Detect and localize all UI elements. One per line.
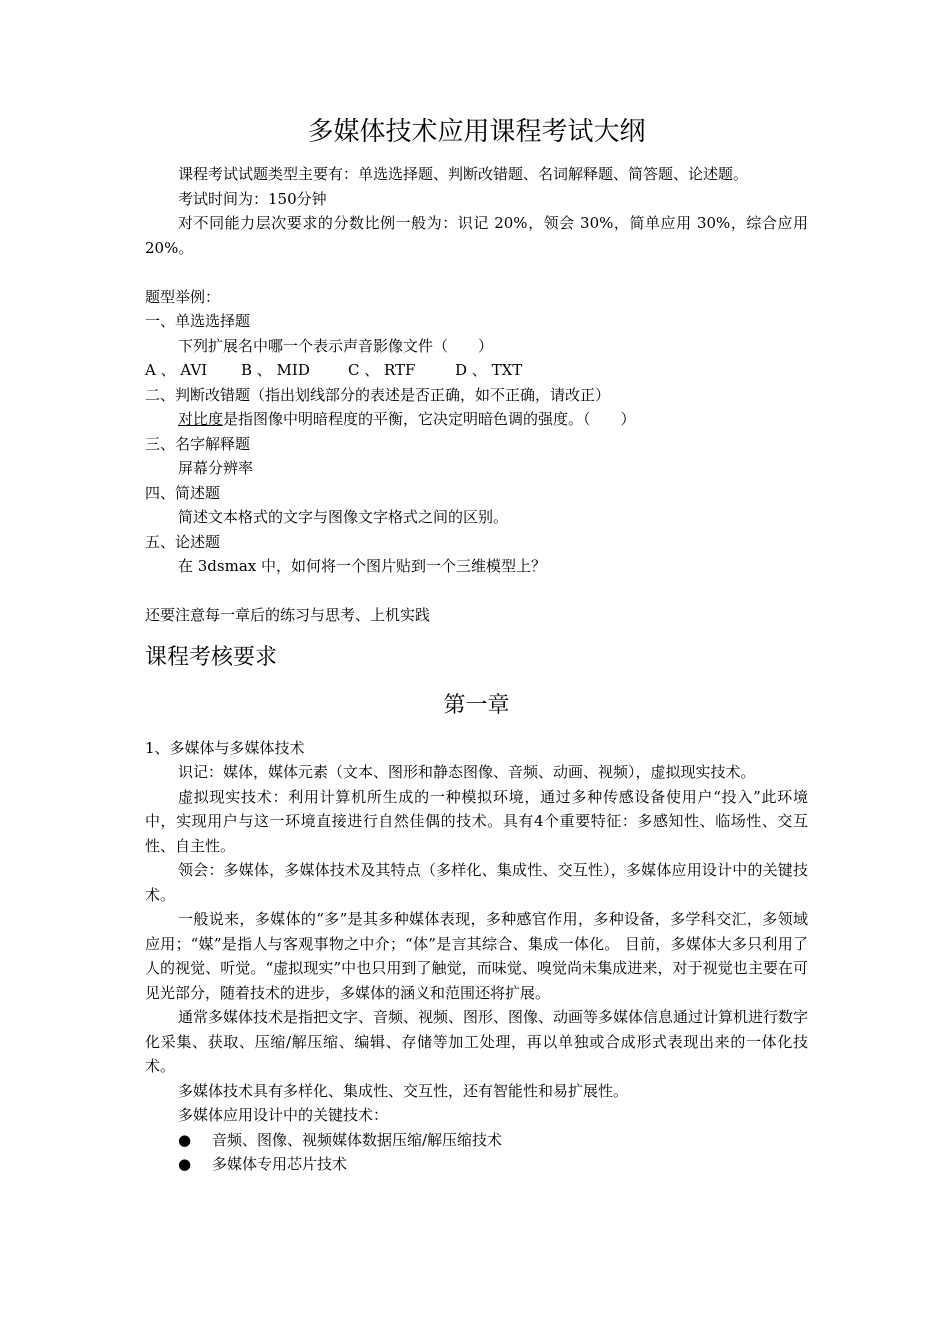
spacer — [145, 260, 808, 285]
paragraph: 虚拟现实技术：利用计算机所生成的一种模拟环境，通过多种传感设备使用户“投入”此环境中，实现用户与这一环境直接进行自然佳偶的技术。具有4个重要特征：多感知性、临场性、交互性、自主性。 — [145, 787, 808, 855]
practice-note: 还要注意每一章后的练习与思考、上机实践 — [145, 606, 431, 624]
q4-text: 简述文本格式的文字与图像文字格式之间的区别。 — [178, 508, 509, 526]
list-item — [145, 1128, 808, 1153]
q3-text: 屏幕分辨率 — [178, 459, 254, 477]
q5-text: 在 3dsmax 中，如何将一个图片贴到一个三维模型上？ — [178, 557, 547, 575]
q2-underlined-term: 对比度 — [178, 410, 224, 428]
document-title: 多媒体技术应用课程考试大纲 — [307, 117, 646, 147]
q5-title: 五、论述题 — [145, 532, 221, 551]
q3-title: 三、名字解释题 — [145, 434, 251, 453]
chapter-section-1-title: 1、多媒体与多媒体技术 — [145, 738, 305, 757]
intro-ratio: 对不同能力层次要求的分数比例一般为：识记 20%，领会 30%，简单应用 30%，综合应用 20%。 — [145, 214, 808, 257]
q1-option-c: C 、 RTF — [348, 361, 416, 379]
paragraph: 多媒体应用设计中的关键技术： — [178, 1106, 389, 1124]
q2-text — [145, 407, 808, 432]
q1-option-d: D 、 TXT — [455, 361, 523, 379]
paragraph: 领会：多媒体，多媒体技术及其特点（多样化、集成性、交互性），多媒体应用设计中的关键技术。 — [145, 861, 808, 904]
paragraph: 识记：媒体，媒体元素（文本、图形和静态图像、音频、动画、视频），虚拟现实技术。 — [178, 763, 756, 781]
q1-option-a: A 、 AVI — [145, 361, 208, 379]
q1-text: 下列扩展名中哪一个表示声音影像文件（ ） — [178, 336, 494, 355]
bullet-icon: ● — [178, 1155, 192, 1173]
list-item-text: 多媒体专用芯片技术 — [212, 1155, 348, 1173]
bullet-icon: ● — [178, 1130, 192, 1149]
list-item-text: 音频、图像、视频媒体数据压缩/解压缩技术 — [212, 1130, 503, 1149]
chapter-title: 第一章 — [443, 692, 510, 718]
intro-time: 考试时间为：150分钟 — [178, 189, 327, 208]
intro-types: 课程考试试题类型主要有：单选选择题、判断改错题、名词解释题、简答题、论述题。 — [178, 165, 749, 183]
paragraph: 多媒体技术具有多样化、集成性、交互性，还有智能性和易扩展性。 — [178, 1081, 629, 1100]
q2-text-rest: 是指图像中明暗程度的平衡，它决定明暗色调的强度。（ ） — [223, 410, 636, 428]
paragraph: 通常多媒体技术是指把文字、音频、视频、图形、图像、动画等多媒体信息通过计算机进行数字化采集、获取、压缩/解压缩、编辑、存储等加工处理，再以单独或合成形式表现出来的一体化技术。 — [145, 1008, 809, 1075]
q1-title: 一、单选选择题 — [145, 312, 251, 330]
section-title: 课程考核要求 — [145, 644, 278, 670]
examples-heading: 题型举例： — [145, 287, 221, 306]
list-item — [145, 1152, 808, 1177]
q1-option-b: B 、 MID — [241, 361, 310, 379]
q4-title: 四、简述题 — [145, 483, 221, 502]
q2-title: 二、判断改错题（指出划线部分的表述是否正确，如不正确，请改正） — [145, 385, 611, 404]
document-body — [145, 112, 808, 1177]
paragraph: 一般说来，多媒体的“多”是其多种媒体表现，多种感官作用，多种设备，多学科交汇，多领域应用；“媒”是指人与客观事物之中介；“体”是言其综合、集成一体化。 目前，多媒体大多只利用了人的视觉、听觉。“虚拟现实”中也只用到了触觉，而味觉、嗅觉尚未集成进来，对于视觉也主要在可见光部分，随着技术的进步，多媒体的涵义和范围还将扩展。 — [145, 910, 808, 1002]
spacer — [145, 579, 808, 604]
q1-options — [145, 358, 808, 383]
